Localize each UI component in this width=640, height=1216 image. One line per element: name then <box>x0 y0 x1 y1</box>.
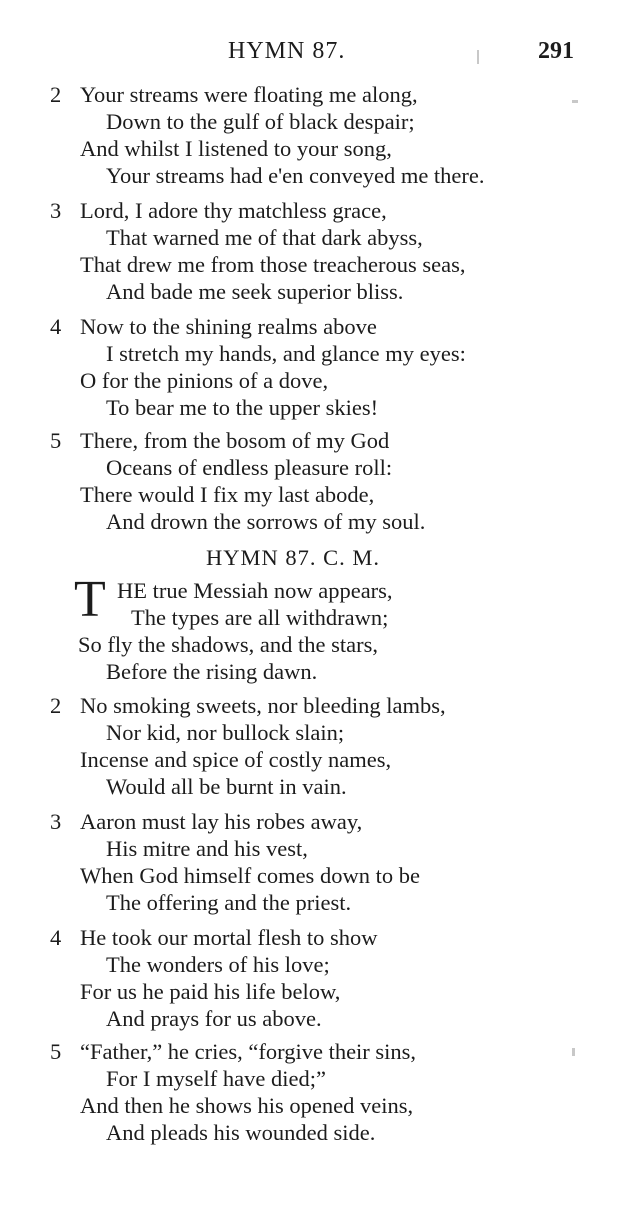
running-head <box>0 38 640 70</box>
stanza-number: 3 <box>50 809 62 834</box>
stanza-number: 2 <box>50 693 62 718</box>
verse-line: I stretch my hands, and glance my eyes: <box>106 341 466 366</box>
verse-line: The types are all withdrawn; <box>131 605 389 630</box>
drop-cap: T <box>74 571 106 628</box>
verse-line: No smoking sweets, nor bleeding lambs, <box>80 693 446 718</box>
verse-line: And prays for us above. <box>106 1006 322 1031</box>
page-number: 291 <box>538 38 574 64</box>
verse-line: The offering and the priest. <box>106 890 352 915</box>
verse-line: Nor kid, nor bullock slain; <box>106 720 345 745</box>
verse-line: Incense and spice of costly names, <box>80 747 392 772</box>
paper-speck <box>477 50 479 64</box>
verse-line: And drown the sorrows of my soul. <box>106 509 426 534</box>
verse-line: Would all be burnt in vain. <box>106 774 347 799</box>
verse-line: HE true Messiah now appears, <box>117 578 393 603</box>
stanza-number: 3 <box>50 198 62 223</box>
verse-line: For I myself have died;” <box>106 1066 326 1091</box>
hymn-heading: HYMN 87. C. M. <box>206 545 381 570</box>
verse-line: That drew me from those treacherous seas, <box>80 252 466 277</box>
verse-line: Lord, I adore thy matchless grace, <box>80 198 387 223</box>
stanza-number: 4 <box>50 314 62 339</box>
stanza-number: 2 <box>50 82 62 107</box>
verse-line: Your streams were floating me along, <box>80 82 418 107</box>
verse-line: There, from the bosom of my God <box>80 428 390 453</box>
stanza-number: 5 <box>50 428 62 453</box>
stanza-number: 5 <box>50 1039 62 1064</box>
verse-line: Aaron must lay his robes away, <box>80 809 363 834</box>
verse-line: So fly the shadows, and the stars, <box>78 632 378 657</box>
verse-line: Before the rising dawn. <box>106 659 318 684</box>
verse-line: When God himself comes down to be <box>80 863 420 888</box>
paper-speck <box>572 1048 575 1056</box>
verse-line: To bear me to the upper skies! <box>106 395 379 420</box>
verse-line: Now to the shining realms above <box>80 314 377 339</box>
verse-line: O for the pinions of a dove, <box>80 368 329 393</box>
verse-line: And whilst I listened to your song, <box>80 136 392 161</box>
paper-speck <box>572 100 578 103</box>
verse-line: There would I fix my last abode, <box>80 482 375 507</box>
running-head-title: HYMN 87. <box>228 38 346 64</box>
verse-line: And then he shows his opened veins, <box>80 1093 414 1118</box>
verse-line: Down to the gulf of black despair; <box>106 109 415 134</box>
verse-line: And bade me seek superior bliss. <box>106 279 404 304</box>
verse-line: That warned me of that dark abyss, <box>106 225 423 250</box>
verse-line: Your streams had e'en conveyed me there. <box>106 163 485 188</box>
stanza-number: 4 <box>50 925 62 950</box>
verse-line: Oceans of endless pleasure roll: <box>106 455 393 480</box>
verse-line: The wonders of his love; <box>106 952 330 977</box>
verse-line: He took our mortal flesh to show <box>80 925 378 950</box>
verse-line: And pleads his wounded side. <box>106 1120 376 1145</box>
verse-line: “Father,” he cries, “forgive their sins, <box>80 1039 417 1064</box>
verse-line: For us he paid his life below, <box>80 979 341 1004</box>
verse-line: His mitre and his vest, <box>106 836 308 861</box>
